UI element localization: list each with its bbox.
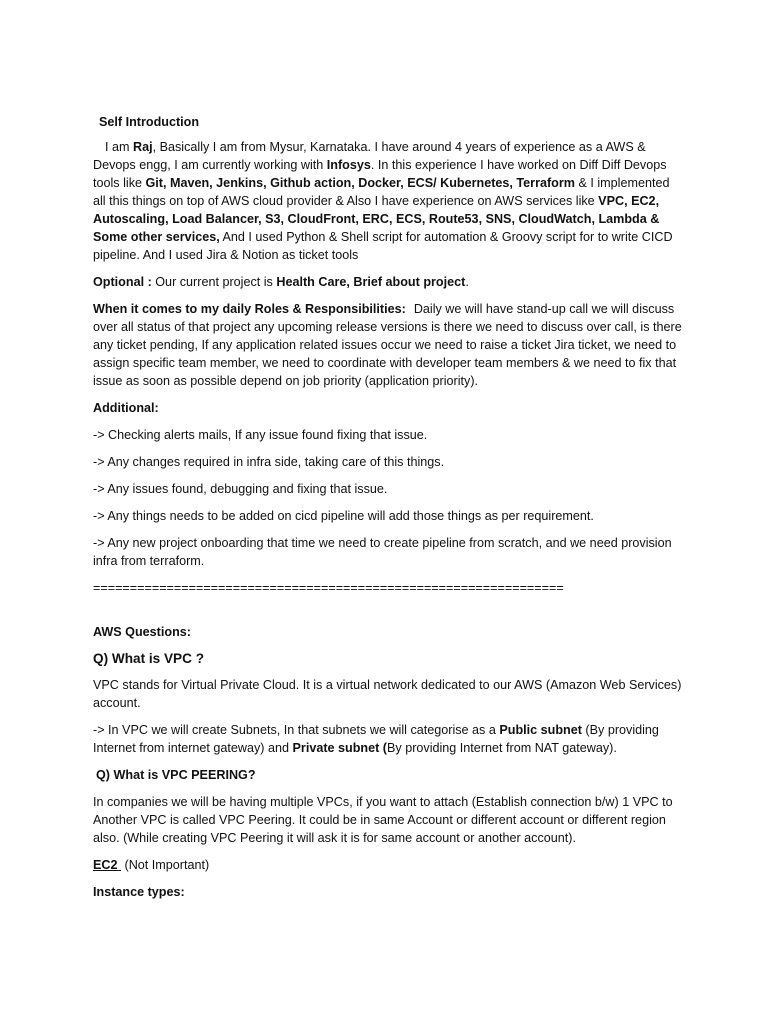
additional-heading: Additional:: [93, 401, 159, 415]
additional-item: -> Any changes required in infra side, taking care of this things.: [93, 455, 445, 469]
optional-text-2: .: [465, 275, 469, 289]
optional-label: Optional :: [93, 275, 152, 289]
subnet-text-1: -> In VPC we will create Subnets, In that subnets we will categorise as a: [93, 723, 500, 737]
public-subnet: Public subnet: [499, 723, 582, 737]
intro-paragraph: [93, 138, 683, 264]
ec2-note: (Not Important): [124, 858, 210, 872]
additional-item: -> Any new project onboarding that time we need to create pipeline from scratch, and we need provision infra from terraform.: [93, 536, 672, 568]
document-title: Self Introduction: [99, 115, 200, 129]
ec2-heading: EC2: [93, 858, 121, 872]
roles-paragraph: [93, 300, 683, 390]
intro-company: Infosys: [326, 158, 371, 172]
ec2-line: [93, 856, 683, 874]
roles-label: When it comes to my daily Roles & Responsibilities:: [93, 302, 406, 316]
optional-text-1: Our current project is: [151, 275, 277, 289]
optional-project: Health Care, Brief about project: [276, 275, 466, 289]
separator-line: ================================================================: [93, 581, 564, 595]
intro-text-2: , Basically I am from Mysur, Karnataka. I have around 4 years of experience as a AWS & Devops engg, I am currently working with: [93, 140, 646, 172]
subnet-text-2: (By providing Internet from internet gateway) and: [93, 723, 659, 755]
private-subnet: Private subnet (: [292, 741, 387, 755]
subnet-text-3: By providing Internet from NAT gateway).: [387, 741, 617, 755]
additional-item: -> Checking alerts mails, If any issue found fixing that issue.: [93, 428, 428, 442]
instance-types-heading: Instance types:: [93, 885, 185, 899]
answer-vpc-subnets: [93, 721, 683, 757]
roles-text: Daily we will have stand-up call we will discuss over all status of that project any upcoming release versions is there we need to discuss over call, is there any ticket pending, If any application related issues occur we need to raise a ticket Jira ticket, we need to assign specific team member, we need to coordinate with developer team members & we need to fix that issue as soon as possible depend on job priority (application priority).: [93, 302, 682, 388]
aws-questions-heading: AWS Questions:: [93, 625, 191, 639]
intro-text-4: & I implemented all this things on top of AWS cloud provider & Also I have experience on AWS services like: [93, 176, 670, 208]
optional-paragraph: [93, 273, 683, 291]
additional-item: -> Any things needs to be added on cicd pipeline will add those things as per requirement.: [93, 509, 594, 523]
additional-item: -> Any issues found, debugging and fixing that issue.: [93, 482, 388, 496]
intro-services: VPC, EC2, Autoscaling, Load Balancer, S3, CloudFront, ERC, ECS, Route53, SNS, CloudWatch, Lambda & Some other services,: [93, 194, 660, 244]
intro-text-5: And I used Python & Shell script for automation & Groovy script for to write CICD pipeline. And I used Jira & Notion as ticket tools: [93, 230, 673, 262]
answer-vpc: VPC stands for Virtual Private Cloud. It is a virtual network dedicated to our AWS (Amazon Web Services) account.: [93, 678, 682, 710]
intro-text-1: I am: [105, 140, 133, 154]
answer-vpc-peering: In companies we will be having multiple VPCs, if you want to attach (Establish connection b/w) 1 VPC to Another VPC is called VPC Peering. It could be in same Account or different account or different region also. (While creating VPC Peering it will ask it is for same account or another account).: [93, 795, 673, 845]
question-vpc: Q) What is VPC ?: [93, 651, 205, 666]
intro-name: Raj: [133, 140, 153, 154]
document-page: [93, 113, 683, 910]
intro-tools: Git, Maven, Jenkins, Github action, Docker, ECS/ Kubernetes, Terraform: [145, 176, 575, 190]
question-vpc-peering: Q) What is VPC PEERING?: [96, 768, 256, 782]
intro-text-3: . In this experience I have worked on Diff Diff Devops tools like: [93, 158, 667, 190]
